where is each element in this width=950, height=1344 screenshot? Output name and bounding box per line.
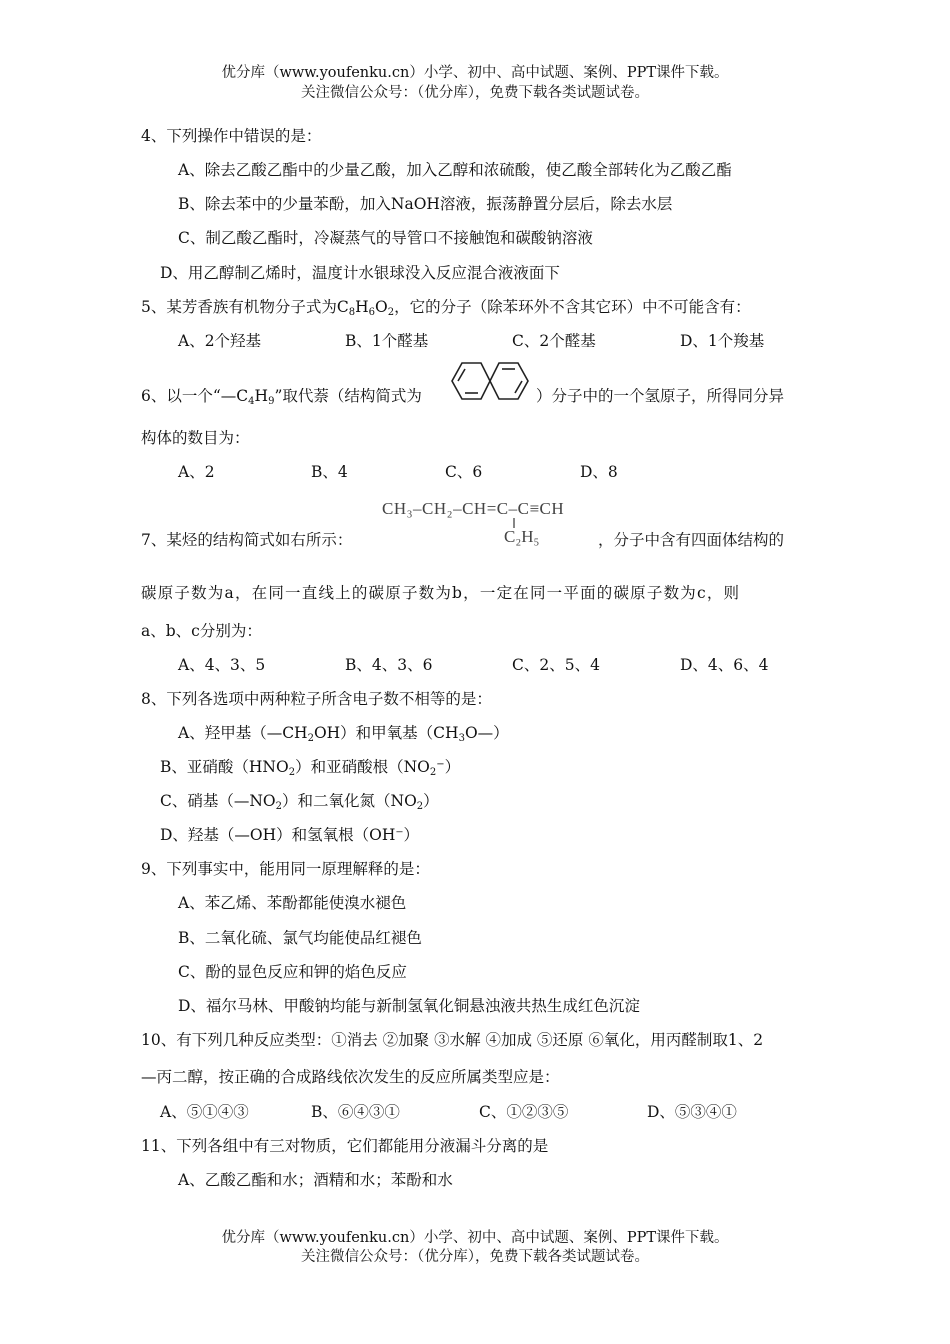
q8-b-text2: ）和亚硝酸根（NO [295, 758, 430, 776]
q8-c-sub1: 2 [275, 801, 283, 812]
formula-main: CH₃–CH₂–CH=C–C≡CH [382, 499, 565, 518]
q9-option-b: B、二氧化硫、氯气均能使品红褪色 [178, 929, 422, 947]
q8-option-b [160, 757, 460, 777]
q10-option-a: A、⑤①④③ [160, 1103, 249, 1121]
q6-stem-line1a [141, 386, 422, 406]
q8-c-text1: C、硝基（—NO [160, 792, 276, 810]
q5-option-b: B、1个醛基 [345, 332, 429, 350]
q8-a-text1: A、羟甲基（—CH [178, 724, 308, 742]
q8-b-sub2: 2 [429, 767, 437, 778]
q8-a-text3: O—） [464, 724, 509, 742]
q8-b-sup: − [436, 759, 445, 770]
q4-option-d: D、用乙醇制乙烯时，温度计水银球没入反应混合液液面下 [160, 264, 560, 282]
q10-stem-line1: 10、有下列几种反应类型：①消去 ②加聚 ③水解 ④加成 ⑤还原 ⑥氧化，用丙醛制取1、2 [141, 1031, 764, 1049]
q8-a-text2: OH）和甲氧基（CH [313, 724, 459, 742]
q7-stem-b: ，分子中含有四面体结构的 [598, 531, 785, 549]
q6-option-b: B、4 [311, 463, 348, 481]
q8-c-sub2: 2 [416, 801, 424, 812]
q8-b-text3: ） [444, 758, 461, 776]
q6-option-a: A、2 [178, 463, 215, 481]
q7-option-c: C、2、5、4 [512, 656, 600, 674]
q5-option-a: A、2个羟基 [178, 332, 262, 350]
q5-sub2: 6 [368, 307, 376, 318]
q9-option-d: D、福尔马林、甲酸钠均能与新制氢氧化铜悬浊液共热生成红色沉淀 [178, 997, 640, 1015]
q10-stem-line2: —丙二醇，按正确的合成路线依次发生的反应所属类型应是： [141, 1068, 560, 1086]
q6-stem-line1b: ）分子中的一个氢原子，所得同分异 [536, 387, 785, 405]
q8-a-sub1: 2 [307, 733, 314, 744]
q9-stem: 9、下列事实中，能用同一原理解释的是： [141, 860, 430, 878]
q8-b-text1: B、亚硝酸（HNO [160, 758, 289, 776]
q6-sub1: 4 [248, 396, 255, 407]
q5-mid2: O [375, 298, 388, 316]
page-footer-line1: 优分库（www.youfenku.cn）小学、初中、高中试题、案例、PPT课件下载。 [221, 1230, 729, 1246]
q6-option-c: C、6 [445, 463, 483, 481]
q8-option-d: D、羟基（—OH）和氢氧根（OH⁻） [160, 826, 420, 844]
q7-option-b: B、4、3、6 [345, 656, 433, 674]
q7-stem-c: 碳原子数为a，在同一直线上的碳原子数为b，一定在同一平面的碳原子数为c，则 [141, 584, 741, 602]
formula-branch: C₂H₅ [504, 527, 540, 546]
page-header-line2: 关注微信公众号：（优分库），免费下载各类试题试卷。 [301, 85, 649, 101]
q5-stem [141, 297, 751, 317]
q4-stem: 4、下列操作中错误的是： [141, 127, 322, 145]
q6-sub2: 9 [268, 396, 275, 407]
q6-mid1: H [254, 387, 269, 405]
q9-option-a: A、苯乙烯、苯酚都能使溴水褪色 [178, 894, 407, 912]
q10-option-c: C、①②③⑤ [479, 1103, 569, 1121]
page-footer-line2: 关注微信公众号：（优分库），免费下载各类试题试卷。 [301, 1249, 649, 1265]
q5-stem-b: ，它的分子（除苯环外不含其它环）中不可能含有： [394, 298, 751, 316]
q8-b-sub1: 2 [288, 767, 296, 778]
q5-sub1: 8 [348, 307, 356, 318]
q6-stem-a: 6、以一个“—C [141, 387, 249, 405]
q9-option-c: C、酚的显色反应和钾的焰色反应 [178, 963, 407, 981]
q5-option-c: C、2个醛基 [512, 332, 596, 350]
q8-c-text3: ） [423, 792, 439, 810]
q7-option-a: A、4、3、5 [178, 656, 266, 674]
page-header-line1: 优分库（www.youfenku.cn）小学、初中、高中试题、案例、PPT课件下载。 [221, 65, 729, 81]
q8-option-c [160, 791, 439, 811]
q11-stem: 11、下列各组中有三对物质，它们都能用分液漏斗分离的是 [141, 1137, 549, 1155]
q4-option-a: A、除去乙酸乙酯中的少量乙酸，加入乙醇和浓硫酸，使乙酸全部转化为乙酸乙酯 [178, 161, 732, 179]
q11-option-a: A、乙酸乙酯和水；酒精和水；苯酚和水 [178, 1171, 453, 1189]
q8-stem: 8、下列各选项中两种粒子所含电子数不相等的是： [141, 690, 492, 708]
q6-stem-line2: 构体的数目为： [141, 429, 250, 447]
q7-option-d: D、4、6、4 [680, 656, 769, 674]
q10-option-b: B、⑥④③① [311, 1103, 400, 1121]
q6-option-d: D、8 [580, 463, 618, 481]
naphthalene-structure [444, 358, 536, 404]
q8-a-sub2: 3 [458, 733, 465, 744]
q4-option-b: B、除去苯中的少量苯酚，加入NaOH溶液，振荡静置分层后，除去水层 [178, 195, 673, 213]
q7-stem-d: a、b、c分别为： [141, 622, 262, 640]
q7-stem-a: 7、某烃的结构简式如右所示： [141, 531, 353, 549]
q5-mid1: H [355, 298, 369, 316]
q6-stem-b: ”取代萘（结构简式为 [274, 387, 422, 405]
q5-sub3: 2 [387, 307, 395, 318]
q4-option-c: C、制乙酸乙酯时，冷凝蒸气的导管口不接触饱和碳酸钠溶液 [178, 229, 593, 247]
q8-c-text2: ）和二氧化氮（NO [282, 792, 417, 810]
q10-option-d: D、⑤③④① [647, 1103, 737, 1121]
hydrocarbon-structure [380, 492, 598, 548]
q8-option-a [178, 723, 509, 743]
q5-option-d: D、1个羧基 [680, 332, 765, 350]
q5-stem-a: 5、某芳香族有机物分子式为C [141, 298, 349, 316]
